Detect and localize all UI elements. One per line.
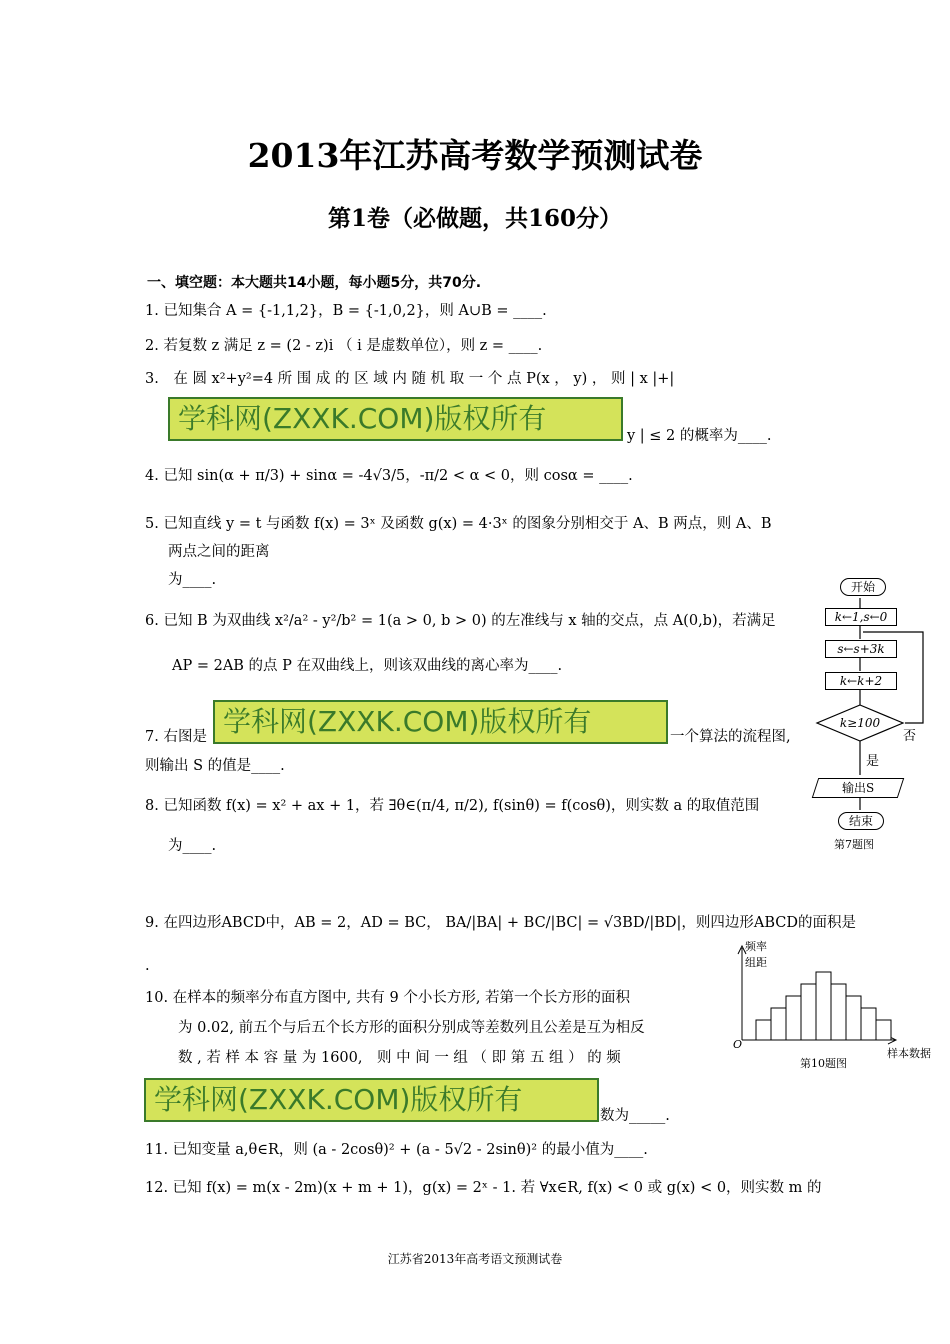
question-3-line2: y | ≤ 2 的概率为____. — [627, 428, 772, 444]
question-1: 1. 已知集合 A = {-1,1,2}，B = {-1,0,2}，则 A∪B = ____. — [145, 303, 547, 319]
histogram-bar — [831, 984, 846, 1040]
watermark-3: 学科网(ZXXK.COM)版权所有 — [144, 1078, 599, 1122]
question-8-line2: 为____. — [168, 838, 217, 854]
page-subtitle: 第1卷（必做题，共160分） — [327, 205, 622, 232]
question-3-line1: 3. 在 圆 x²+y²=4 所 围 成 的 区 域 内 随 机 取 一 个 点 P(x ， y) ， 则 | x |+| — [145, 371, 675, 387]
question-5-line3: 为____. — [168, 572, 217, 588]
watermark-2: 学科网(ZXXK.COM)版权所有 — [213, 700, 668, 744]
question-4: 4. 已知 sin(α + π/3) + sinα = -4√3/5，-π/2 < α < 0，则 cosα = ____. — [145, 468, 633, 484]
question-9-line2: . — [145, 958, 150, 974]
question-12: 12. 已知 f(x) = m(x - 2m)(x + m + 1)，g(x) = 2ˣ - 1. 若 ∀x∈R, f(x) < 0 或 g(x) < 0，则实数 m 的 — [145, 1180, 822, 1196]
question-11: 11. 已知变量 a,θ∈R，则 (a - 2cosθ)² + (a - 5√2 - 2sinθ)² 的最小值为____. — [145, 1142, 648, 1158]
histogram-bar — [846, 996, 861, 1040]
histogram-bar — [861, 1008, 876, 1040]
section-heading: 一、填空题：本大题共14小题，每小题5分，共70分. — [147, 275, 482, 291]
histogram-y-label-top: 频率 — [745, 940, 767, 953]
question-6-line2: AP = 2AB 的点 P 在双曲线上，则该双曲线的离心率为____. — [172, 658, 563, 674]
question-2: 2. 若复数 z 满足 z = (2 - z)i （ i 是虚数单位），则 z = ____. — [145, 338, 543, 354]
histogram-bar — [771, 1008, 786, 1040]
page-footer: 江苏省2013年高考语文预测试卷 — [387, 1252, 563, 1266]
histogram-bar — [801, 984, 816, 1040]
flow-no-label: 否 — [903, 729, 917, 744]
histogram-bar — [756, 1020, 771, 1040]
question-7-line2: 则输出 S 的值是____. — [145, 758, 285, 774]
flow-yes-label: 是 — [866, 754, 880, 769]
question-9-line1: 9. 在四边形ABCD中，AB = 2，AD = BC， BA/|BA| + BC/|BC| = √3BD/|BD|，则四边形ABCD的面积是 — [145, 915, 857, 931]
flow-end: 结束 — [838, 812, 884, 830]
question-8-line1: 8. 已知函数 f(x) = x² + ax + 1，若 ∃θ∈(π/4, π/2), f(sinθ) = f(cosθ)，则实数 a 的取值范围 — [145, 798, 760, 814]
flow-step-s: s←s+3k — [825, 640, 897, 658]
watermark-1: 学科网(ZXXK.COM)版权所有 — [168, 397, 623, 441]
histogram-bar — [786, 996, 801, 1040]
histogram-y-label-bottom: 组距 — [745, 956, 767, 969]
histogram-bar — [876, 1020, 891, 1040]
question-10-line1: 10. 在样本的频率分布直方图中, 共有 9 个小长方形, 若第一个长方形的面积 — [145, 990, 631, 1006]
histogram-x-label: 样本数据 — [887, 1047, 931, 1060]
flow-output-label: 输出S — [841, 781, 875, 795]
question-7-suffix: 一个算法的流程图, — [670, 729, 791, 745]
flow-init: k←1,s←0 — [825, 608, 897, 626]
flow-condition-label: k≥100 — [839, 716, 881, 730]
flowchart-caption: 第7题图 — [834, 838, 874, 851]
question-7-prefix: 7. 右图是 — [145, 729, 207, 745]
histogram-caption: 第10题图 — [800, 1057, 847, 1070]
question-10-line2: 为 0.02, 前五个与后五个长方形的面积分别成等差数列且公差是互为相反 — [178, 1020, 645, 1036]
question-5-line2: 两点之间的距离 — [168, 544, 270, 560]
question-5-line1: 5. 已知直线 y = t 与函数 f(x) = 3ˣ 及函数 g(x) = 4·3ˣ 的图象分别相交于 A、B 两点，则 A、B — [145, 516, 772, 532]
page-title: 2013年江苏高考数学预测试卷 — [247, 136, 703, 175]
flow-step-k: k←k+2 — [825, 672, 897, 690]
question-10-line4: 数为_____. — [600, 1108, 670, 1124]
flow-start: 开始 — [840, 578, 886, 596]
histogram-origin: O — [733, 1038, 743, 1051]
flow-output — [812, 778, 904, 798]
histogram-bar — [816, 972, 831, 1040]
question-10-line3: 数 , 若 样 本 容 量 为 1600, 则 中 间 一 组 （ 即 第 五 组 ） 的 频 — [178, 1050, 621, 1066]
question-6-line1: 6. 已知 B 为双曲线 x²/a² - y²/b² = 1(a > 0, b > 0) 的左准线与 x 轴的交点，点 A(0,b)，若满足 — [145, 613, 776, 629]
